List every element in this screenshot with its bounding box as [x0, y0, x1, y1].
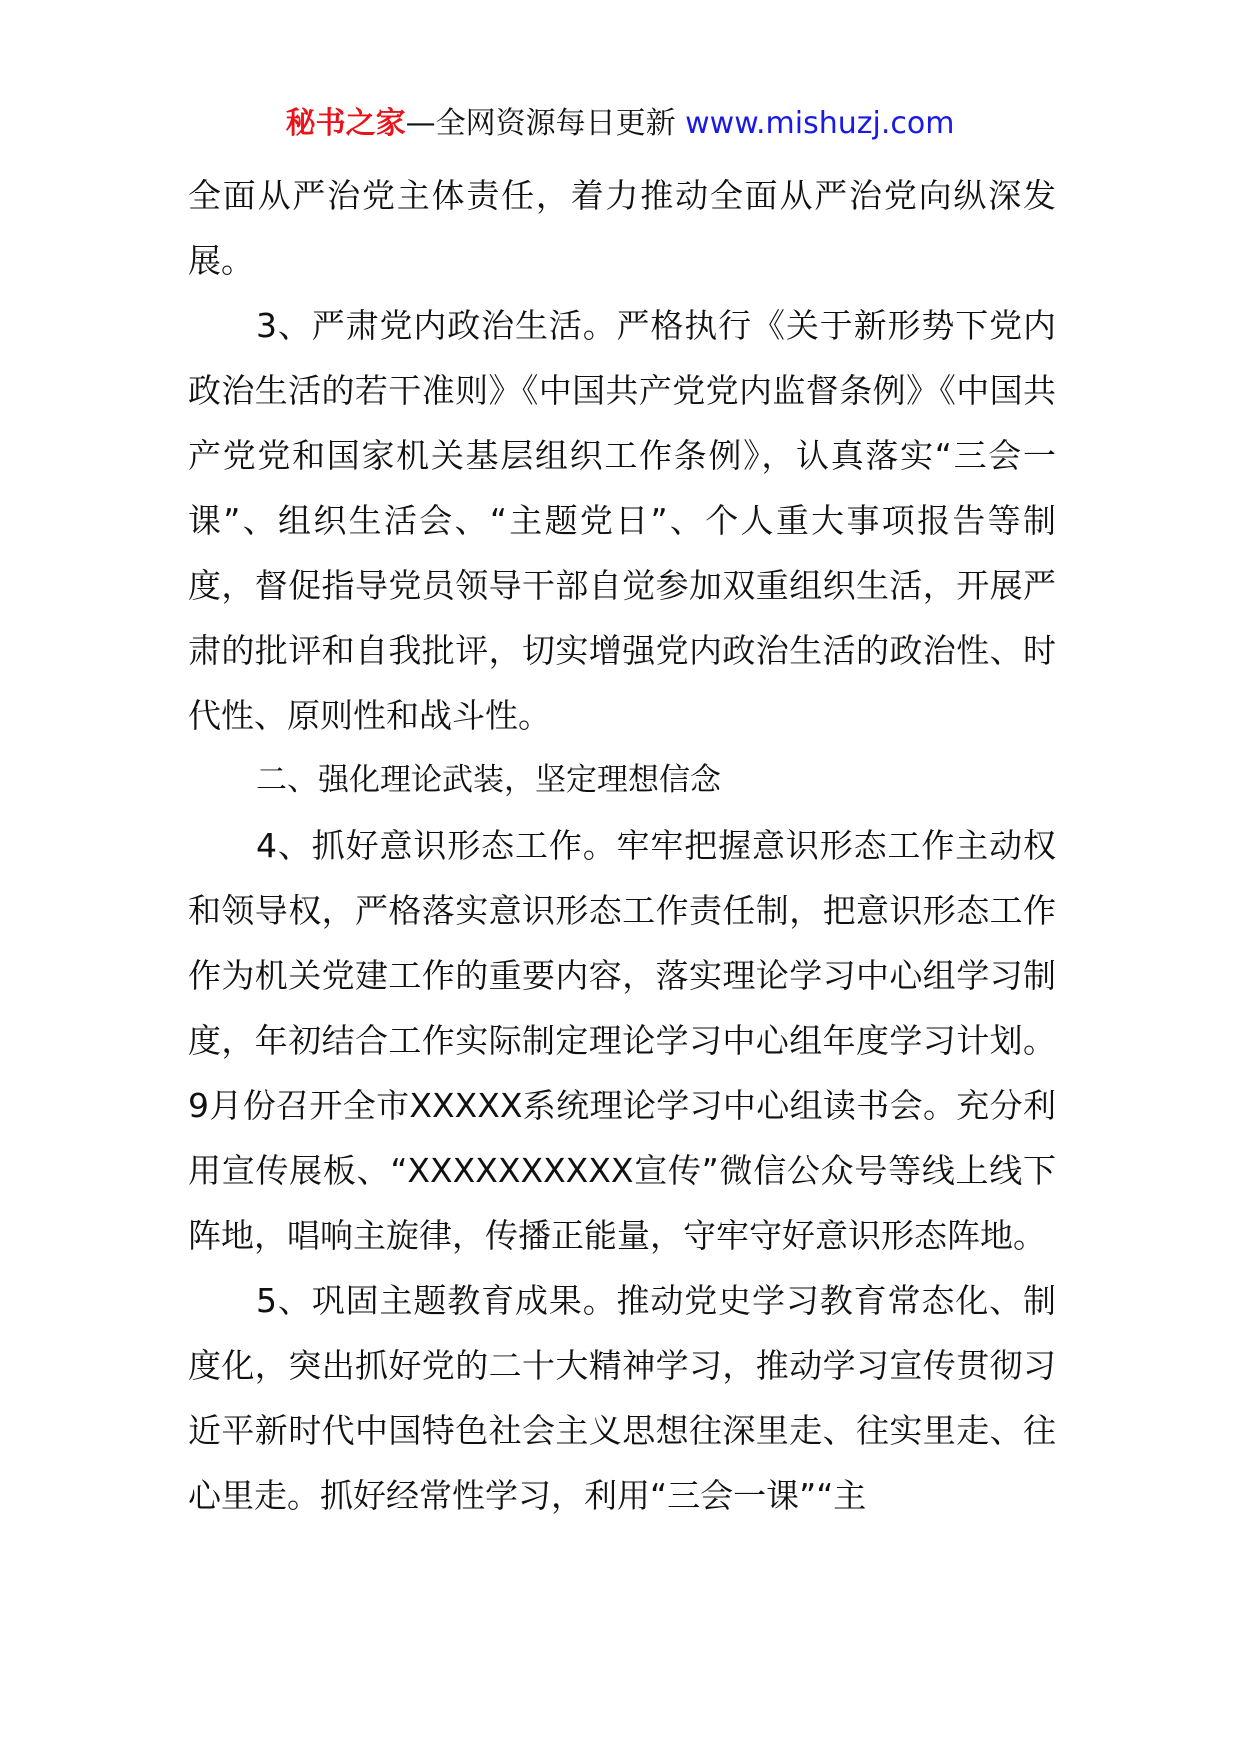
section-heading-2: 二、强化理论武装，坚定理想信念: [256, 762, 721, 798]
paragraph-item-4: 4、抓好意识形态工作。牢牢把握意识形态工作主动权和领导权，严格落实意识形态工作责任制，把意识形态工作作为机关党建工作的重要内容，落实理论学习中心组学习制度，年初结合工作实际制定理论学习中心组年度学习计划。9月份召开全市XXXXX系统理论学习中心组读书会。充分利用宣传展板、“XXXXXXXXXX宣传”微信公众号等线上线下阵地，唱响主旋律，传播正能量，守牢守好意识形态阵地。: [188, 826, 1056, 1255]
website-link[interactable]: www.mishuzj.com: [685, 106, 955, 141]
paragraph-item-5: 5、巩固主题教育成果。推动党史学习教育常态化、制度化，突出抓好党的二十大精神学习，推动学习宣传贯彻习近平新时代中国特色社会主义思想往深里走、往实里走、往心里走。抓好经常性学习，利用“三会一课”“主: [188, 1281, 1056, 1515]
header-tagline: —全网资源每日更新: [405, 106, 686, 141]
brand-name: 秘书之家: [285, 106, 406, 141]
paragraph-continuation: 全面从严治党主体责任，着力推动全面从严治党向纵深发展。: [188, 176, 1056, 280]
document-body: [188, 163, 1056, 1528]
page-header: [0, 102, 1240, 146]
paragraph-item-3: 3、严肃党内政治生活。严格执行《关于新形势下党内政治生活的若干准则》《中国共产党党内监督条例》《中国共产党党和国家机关基层组织工作条例》，认真落实“三会一课”、组织生活会、“主题党日”、个人重大事项报告等制度，督促指导党员领导干部自觉参加双重组织生活，开展严肃的批评和自我批评，切实增强党内政治生活的政治性、时代性、原则性和战斗性。: [188, 306, 1056, 735]
